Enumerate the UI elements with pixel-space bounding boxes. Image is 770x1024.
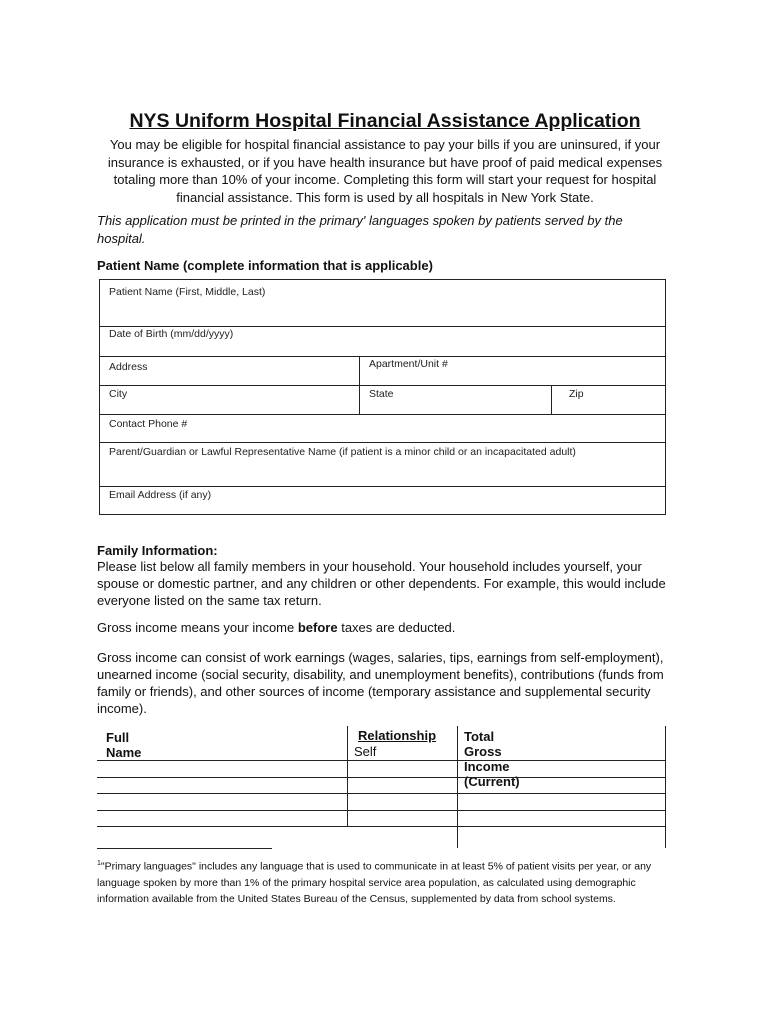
footnote: $^1$"Primary languages" includes any language that is used to communicate in at least 5% of patient visits per year, or any language spoken by more than 1% of the primary hospital service area population, as calculated using demographic information available from the United States Bureau of the Census, supplemented by data from school systems. — [97, 860, 652, 905]
table-row[interactable] — [97, 826, 665, 827]
table-row[interactable] — [97, 810, 665, 811]
apartment-field[interactable]: Apartment/Unit # — [369, 358, 448, 370]
zip-field[interactable]: Zip — [569, 388, 584, 400]
patient-section-heading: Patient Name (complete information that is applicable) — [97, 258, 433, 273]
printing-note: This application must be printed in the primary' languages spoken by patients served by the hospital. — [97, 213, 623, 246]
state-field[interactable]: State — [369, 388, 394, 400]
footnote-rule — [97, 848, 272, 849]
patient-info-form — [99, 279, 666, 515]
income-header: Total Gross Income (Current) — [464, 729, 520, 789]
page-title: NYS Uniform Hospital Financial Assistance Application — [129, 110, 641, 132]
table-row[interactable] — [97, 777, 665, 778]
gross-income-sources: Gross income can consist of work earnings (wages, salaries, tips, earnings from self-employment), unearned income (social security, disability, and unemployment benefits), contributions (funds from family or friends), and other sources of income (temporary assistance and supplemental security income). — [97, 650, 664, 716]
gross-income-definition: Gross income means your income before taxes are deducted. — [97, 620, 456, 635]
table-row[interactable] — [97, 793, 665, 794]
email-field[interactable]: Email Address (if any) — [109, 489, 212, 501]
dob-field[interactable]: Date of Birth (mm/dd/yyyy) — [109, 328, 234, 340]
relationship-header: Relationship — [358, 728, 437, 743]
patient-name-field[interactable]: Patient Name (First, Middle, Last) — [109, 286, 266, 298]
intro-paragraph: You may be eligible for hospital financial assistance to pay your bills if you are uninsured, if your insurance is exhausted, or if you have health insurance but have proof of paid medical expenses totaling more than 10% of your income. Completing this form will start your request for hospital financial assistance. This form is used by all hospitals in New York State. — [107, 137, 663, 205]
city-field[interactable]: City — [109, 388, 128, 400]
phone-field[interactable]: Contact Phone # — [109, 418, 188, 430]
full-name-header: Full Name — [106, 730, 142, 760]
table-row[interactable] — [97, 760, 665, 761]
relationship-self: Self — [354, 744, 377, 759]
address-field[interactable]: Address — [109, 361, 148, 373]
family-instructions: Please list below all family members in your household. Your household includes yourself, your spouse or domestic partner, and any children or other dependents. For example, this would include everyone listed on the same tax return. — [97, 559, 666, 608]
family-section-heading: Family Information: — [97, 543, 218, 558]
guardian-field[interactable]: Parent/Guardian or Lawful Representative Name (if patient is a minor child or an incapacitated adult) — [109, 446, 576, 458]
